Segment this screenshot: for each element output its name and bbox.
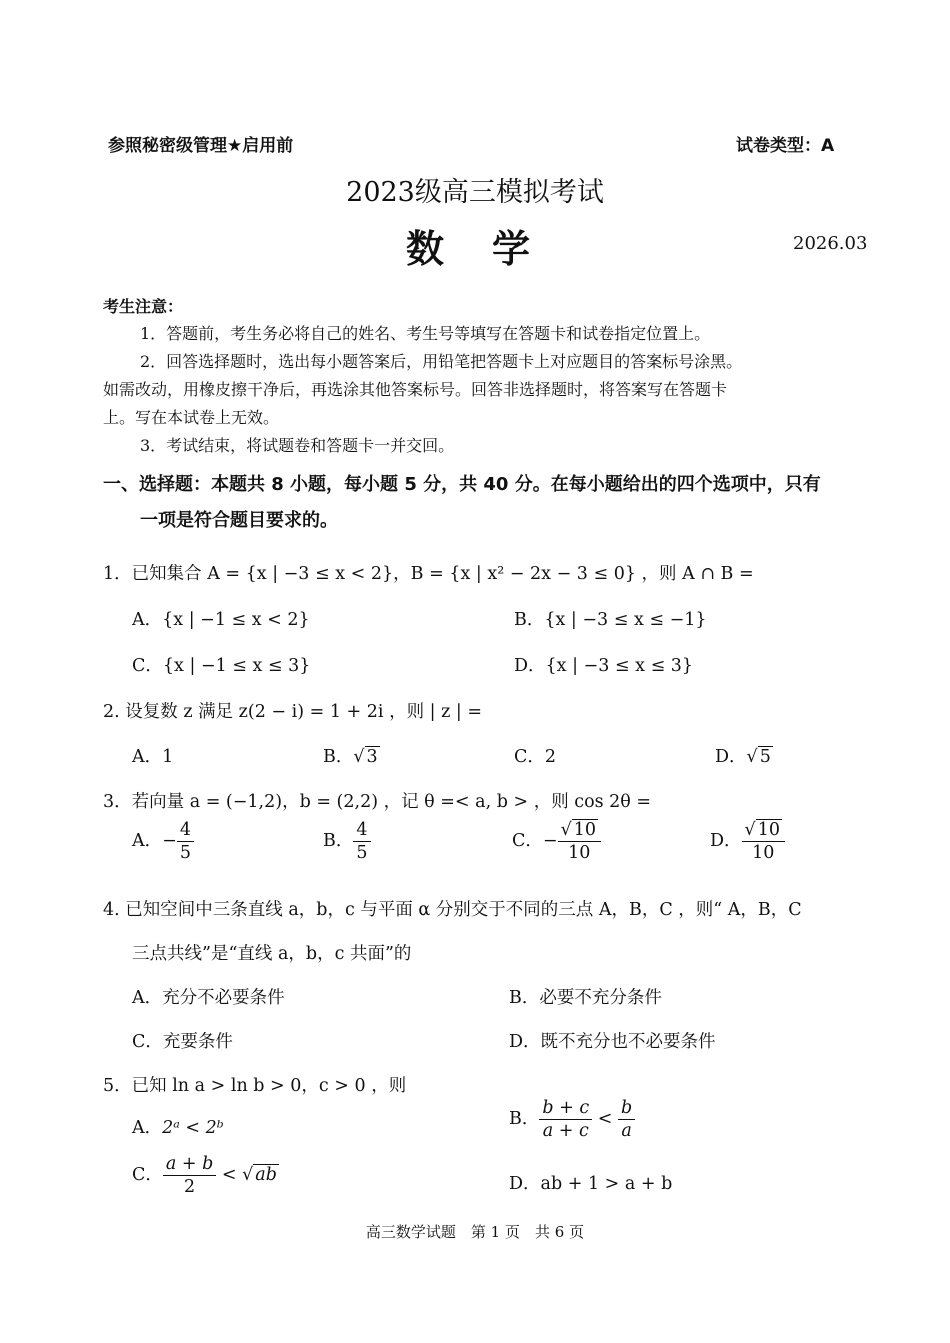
question-4-option-b: B．必要不充分条件 [509,988,662,1008]
option-label: C． [512,831,543,852]
question-4-stem-line1: 4. 已知空间中三条直线 a，b，c 与平面 α 分别交于不同的三点 A，B，C ，则“ A，B，C [103,900,802,920]
numerator: 4 [353,820,370,842]
denominator: 2 [184,1177,196,1198]
section-heading-line2: 一项是符合题目要求的。 [140,510,338,531]
numerator: b + c [539,1098,592,1120]
minus-sign: − [162,831,177,852]
question-4-stem-line2: 三点共线”是“直线 a，b，c 共面”的 [132,944,412,964]
fraction [558,820,601,863]
question-5-option-d: D．ab + 1 > a + b [509,1174,673,1194]
numerator: √ 10 [742,820,785,842]
question-1-option-d: D．{x | −3 ≤ x ≤ 3} [514,656,694,676]
option-label: B． [509,1109,540,1130]
less-than-sign: < [221,1165,237,1186]
question-4-option-c: C．充要条件 [132,1032,233,1052]
subject-title: 数学 [406,226,579,271]
section-heading-line1: 一、选择题：本题共 8 小题，每小题 5 分，共 40 分。在每小题给出的四个选项中，只有 [103,474,821,495]
exam-title: 2023级高三模拟考试 [346,177,604,208]
denominator: 10 [752,843,775,864]
fraction [163,1154,216,1197]
less-than-sign: < [597,1109,613,1130]
question-4-option-a: A．充分不必要条件 [132,988,285,1008]
option-label: A． [132,1118,163,1138]
question-5-option-c: C． $\frac{a + b}{2}$ < √ ab [132,1154,277,1198]
minus-sign: − [542,831,558,852]
numerator: √ 10 [558,820,601,842]
question-1-stem: 1．已知集合 A = {x | −3 ≤ x < 2}，B = {x | x² − 2x − 3 ≤ 0} ，则 A ∩ B = [103,564,754,584]
option-label: B． [323,831,354,852]
numerator: a + b [163,1154,216,1176]
fraction [539,1098,592,1141]
confidential-label: 参照秘密级管理★启用前 [108,136,294,156]
notice-item-2a: 2．回答选择题时，选出每小题答案后，用铅笔把答题卡上对应题目的答案标号涂黑。 [140,352,743,371]
option-label: D． [715,747,747,767]
question-2-stem: 2. 设复数 z 满足 z(2 − i) = 1 + 2i ，则 | z | = [103,702,482,722]
question-3-option-b [323,820,371,863]
question-3-stem: 3．若向量 a = (−1,2)，b = (2,2) ，记 θ =< a, b > ，则 cos 2θ = [103,792,652,812]
radicand: ab [255,1165,277,1186]
notice-item-2b: 如需改动，用橡皮擦干净后，再选涂其他答案标号。回答非选择题时，将答案写在答题卡 [103,380,728,399]
notice-heading: 考生注意： [103,297,184,316]
paper-type-label: 试卷类型：A [736,136,835,156]
option-label: B． [323,747,354,767]
question-5-stem: 5．已知 ln a > ln b > 0，c > 0 ，则 [103,1076,407,1096]
radicand: 10 [573,820,596,840]
denominator: a [621,1121,632,1142]
fraction [177,820,194,863]
page-footer: 高三数学试题 第 1 页 共 6 页 [365,1223,585,1241]
question-2-option-c: C．2 [514,747,557,767]
question-5-option-a [132,1114,224,1139]
radicand: 5 [759,747,771,767]
radicand: 3 [366,747,378,767]
question-4-option-d: D．既不充分也不必要条件 [509,1032,716,1052]
fraction [618,1098,635,1141]
question-2-option-d: D．√ 5 [715,747,771,767]
denominator: 5 [356,843,368,864]
exam-date: 2026.03 [793,233,868,254]
option-label: D． [710,831,742,852]
notice-item-3: 3．考试结束，将试题卷和答题卡一并交回。 [140,436,455,455]
question-1-option-c: C．{x | −1 ≤ x ≤ 3} [132,656,311,676]
question-2-option-b: B．√ 3 [323,747,378,767]
denominator: 5 [179,843,191,864]
notice-item-1: 1．答题前，考生务必将自己的姓名、考生号等填写在答题卡和试卷指定位置上。 [140,324,711,343]
question-1-option-a: A．{x | −1 ≤ x < 2} [132,610,310,630]
notice-item-2c: 上。写在本试卷上无效。 [103,408,280,427]
question-3-option-d [710,820,785,863]
option-label: C． [132,1165,163,1186]
denominator: a + c [542,1121,589,1142]
fraction [353,820,370,863]
denominator: 10 [568,843,591,864]
numerator: 4 [177,820,194,842]
question-3-option-a [132,820,194,863]
question-5-option-b [509,1098,635,1141]
question-3-option-c [512,820,601,863]
fraction [742,820,785,863]
question-2-option-a: A．1 [132,747,174,767]
option-label: A． [132,831,163,852]
radicand: 10 [757,820,780,840]
numerator: b [618,1098,635,1120]
question-1-option-b: B．{x | −3 ≤ x ≤ −1} [514,610,707,630]
inequality-expr: 2ᵃ < 2ᵇ [162,1118,224,1138]
